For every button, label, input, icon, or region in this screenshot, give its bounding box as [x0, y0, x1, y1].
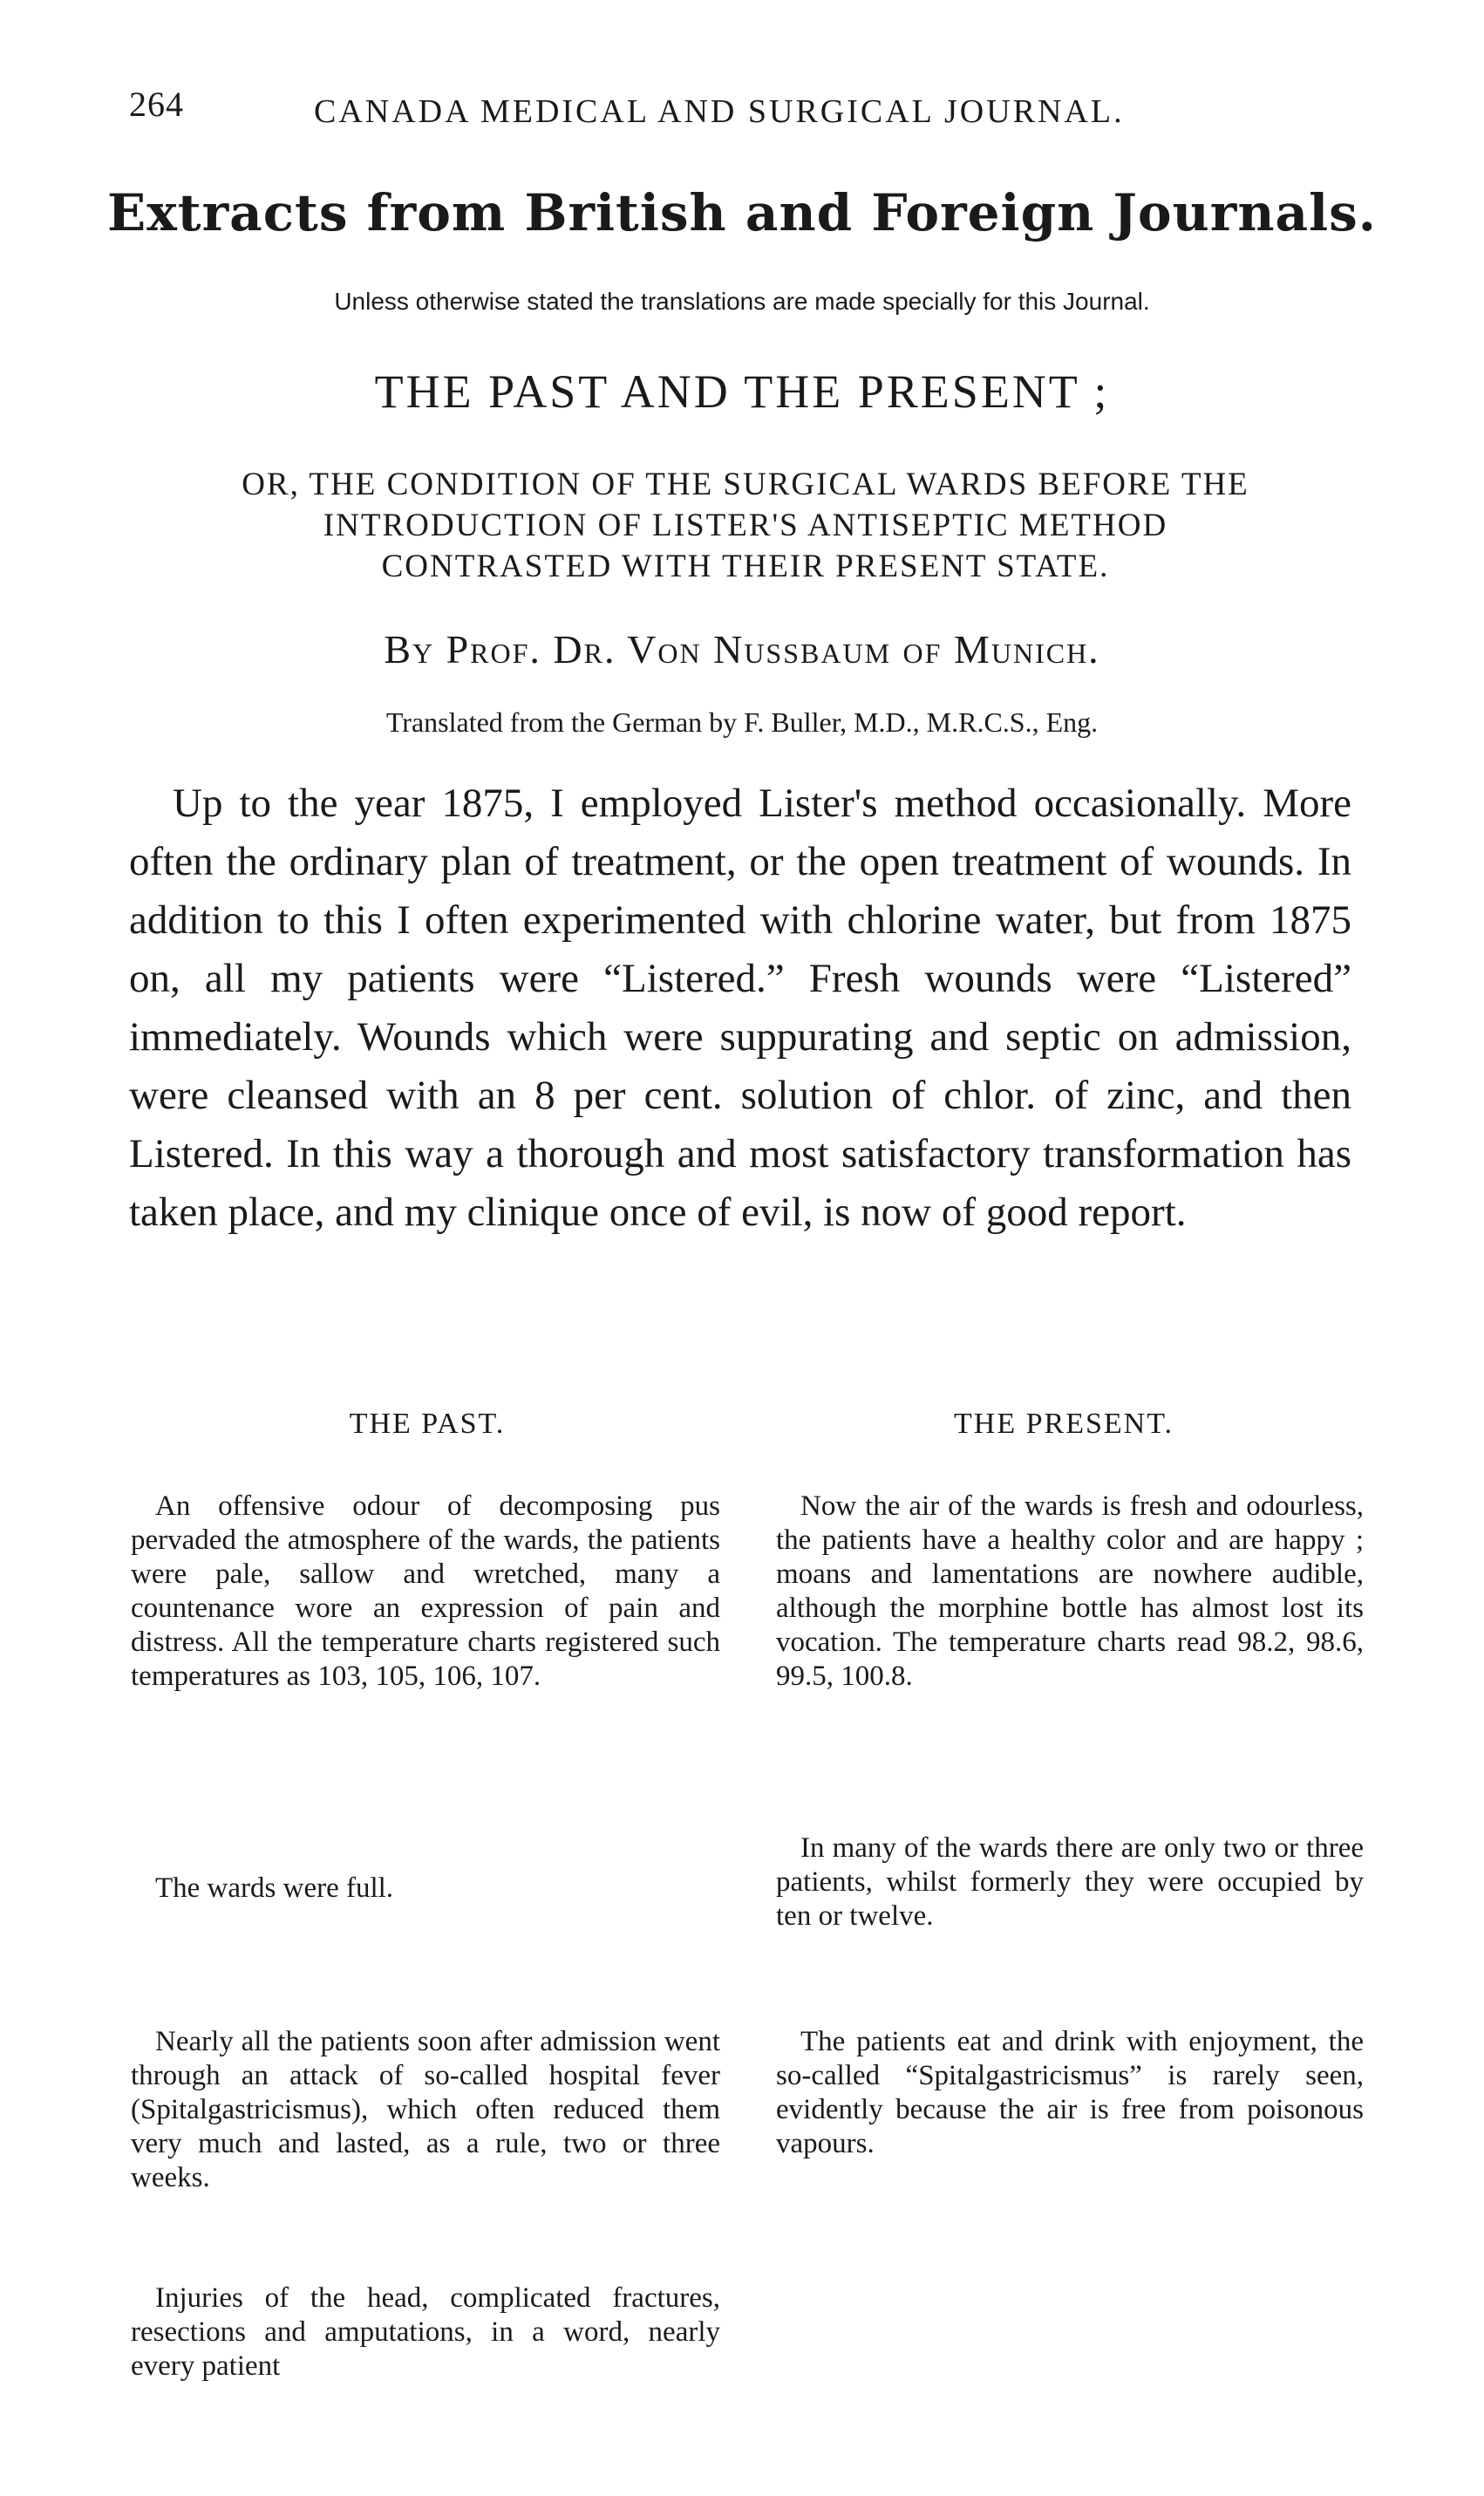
journal-title: CANADA MEDICAL AND SURGICAL JOURNAL. — [314, 93, 1125, 130]
section-title: Extracts from British and Foreign Journals. — [107, 183, 1377, 242]
intro-paragraph: Up to the year 1875, I employed Lister's method occasionally. More often the ordinary plan of treatment, or the open treatment of wounds. In addition to this I often experimented with chlorine water, but from 1875 on, all my patients were “Listered.” Fresh wounds were “Listered” immediately. Wounds which were suppurating and septic on admission, were cleansed with an 8 per cent. solution of chlor. of zinc, and then Listered. In this way a thorough and most satisfactory transformation has taken place, and my clinique once of evil, is now of good report. — [129, 781, 1351, 1235]
present-paragraph: In many of the wards there are only two or three patients, whilst formerly they were occupied by ten or twelve. — [776, 1832, 1364, 1932]
past-column-heading: THE PAST. — [349, 1408, 506, 1440]
present-paragraph: Now the air of the wards is fresh and odourless, the patients have a healthy color and are happy ; moans and lamentations are nowhere audible, although the morphine bottle has almost lost its vocation. The temperature charts read 98.2, 98.6, 99.5, 100.8. — [776, 1490, 1364, 1692]
subtitle-line: OR, THE CONDITION OF THE SURGICAL WARDS BEFORE THE — [242, 467, 1249, 502]
page-number: 264 — [129, 85, 184, 124]
past-paragraph: Injuries of the head, complicated fractures, resections and amputations, in a word, nearly every patient — [131, 2282, 720, 2382]
byline: By Prof. Dr. Von Nussbaum of Munich. — [384, 627, 1100, 672]
article-title: THE PAST AND THE PRESENT ; — [374, 365, 1110, 418]
present-paragraph: The patients eat and drink with enjoyment, the so-called “Spitalgastricismus” is rarely seen, evidently because the air is free from poisonous vapours. — [776, 2026, 1364, 2159]
translator-credit: Translated from the German by F. Buller, M.D., M.R.C.S., Eng. — [385, 706, 1099, 738]
past-paragraph: The wards were full. — [155, 1872, 394, 1904]
translation-note: Unless otherwise stated the translations are made specially for this Journal. — [334, 288, 1150, 315]
subtitle-line: CONTRASTED WITH THEIR PRESENT STATE. — [381, 549, 1110, 584]
past-paragraph: An offensive odour of decomposing pus pervaded the atmosphere of the wards, the patients were pale, sallow and wretched, many a countenance wore an expression of pain and distress. All the temperature charts registered such temperatures as 103, 105, 106, 107. — [131, 1490, 720, 1692]
article-subtitle — [122, 464, 1369, 587]
present-column-heading: THE PRESENT. — [954, 1408, 1174, 1440]
past-paragraph: Nearly all the patients soon after admission went through an attack of so-called hospital fever (Spitalgastricismus), which often reduced them very much and lasted, as a rule, two or three weeks. — [131, 2026, 720, 2193]
subtitle-line: INTRODUCTION OF LISTER'S ANTISEPTIC METHOD — [323, 508, 1168, 543]
